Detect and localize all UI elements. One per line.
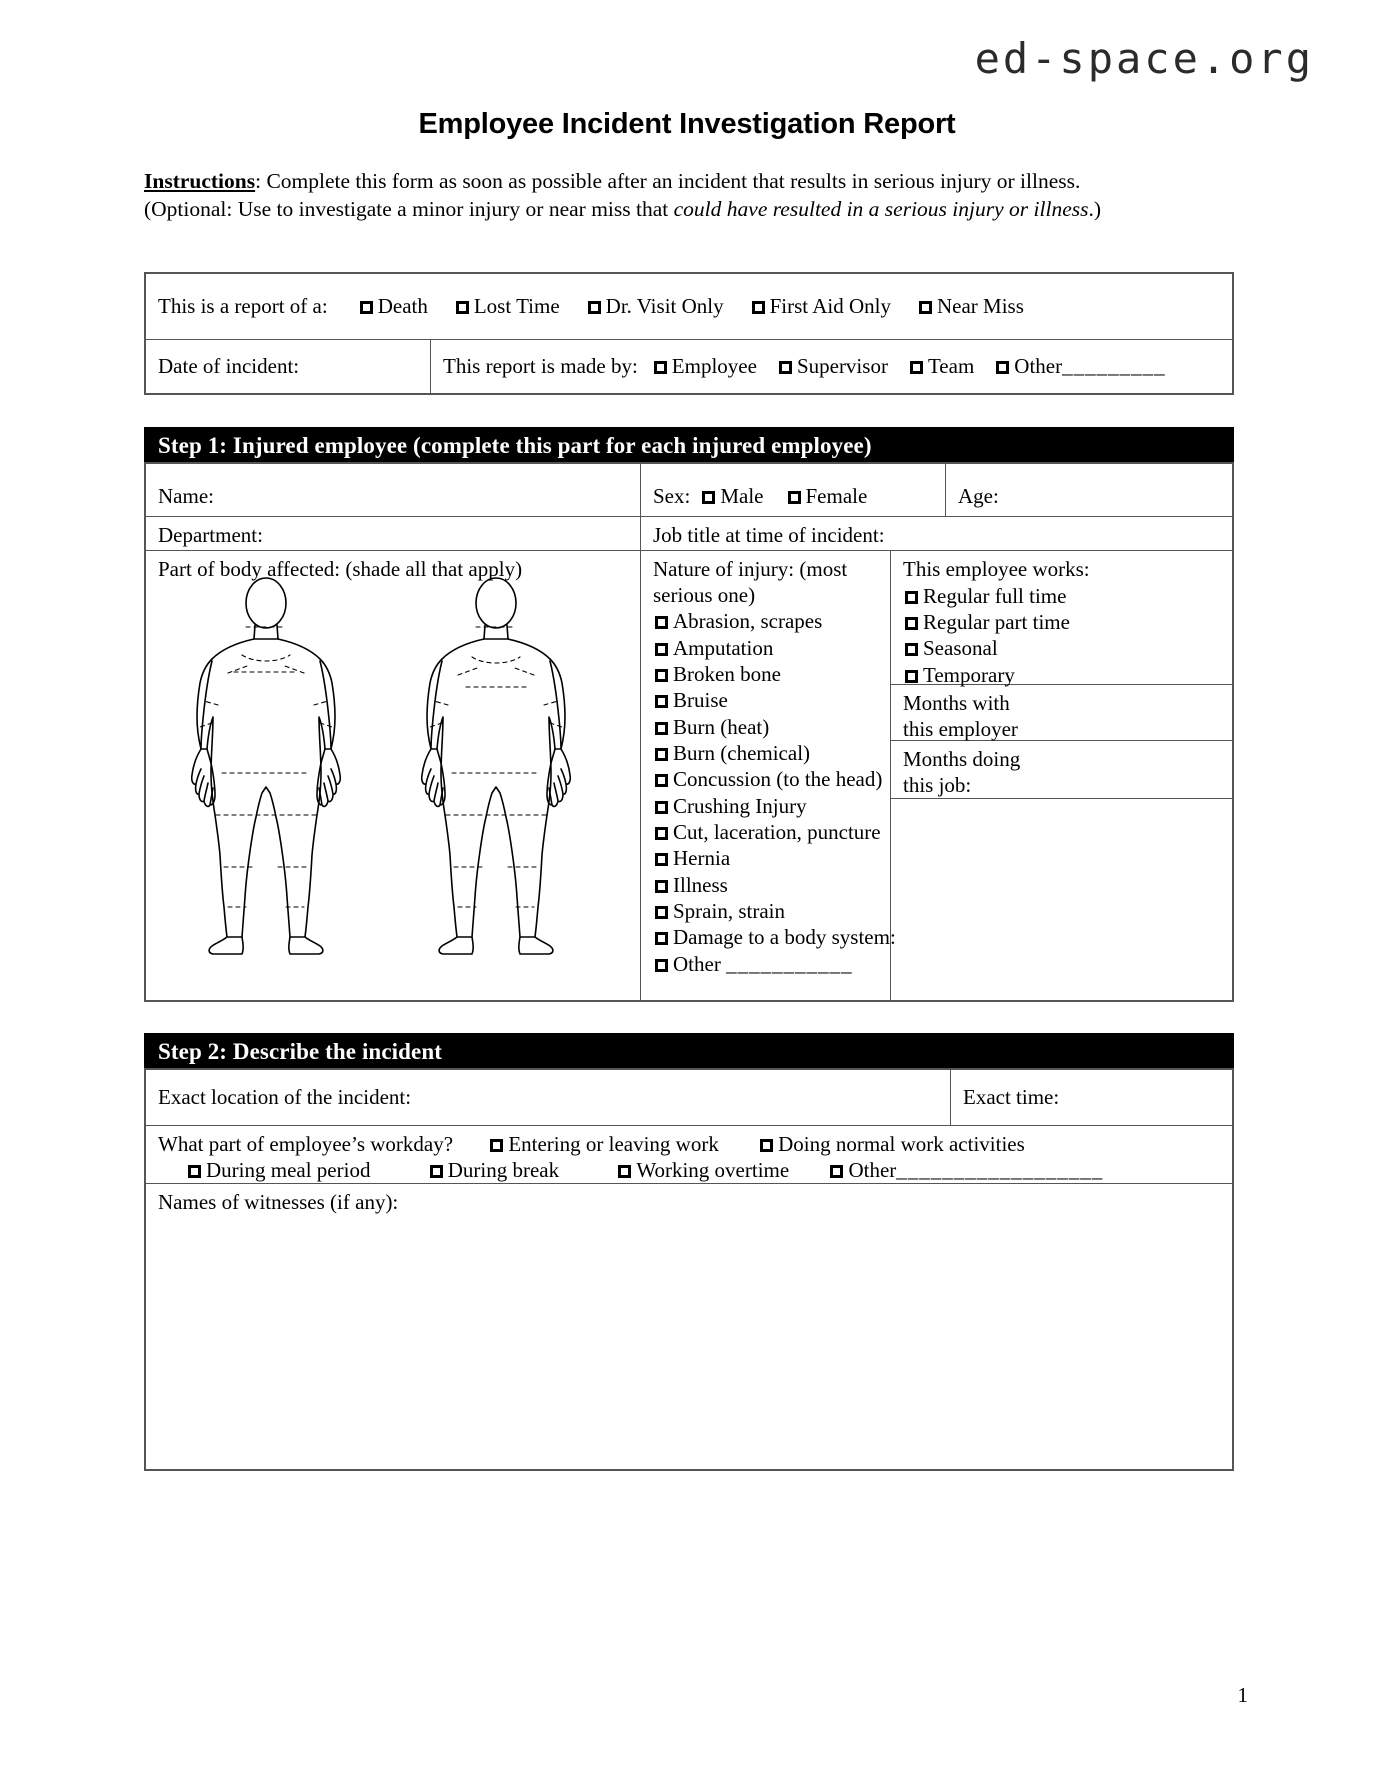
checkbox-option-sprain-strain[interactable]: [653, 898, 880, 924]
option-label: Other: [673, 951, 721, 976]
checkbox-icon[interactable]: [830, 1165, 843, 1178]
checkbox-option-burn-heat[interactable]: [653, 714, 880, 740]
option-label: Damage to a body system:: [673, 925, 896, 950]
checkbox-option-broken-bone[interactable]: [653, 661, 880, 687]
checkbox-icon[interactable]: [655, 774, 668, 787]
months-job-line-1: Months doing: [903, 747, 1021, 771]
option-label: Broken bone: [673, 661, 781, 686]
option-label: Amputation: [673, 635, 774, 660]
months-job-line-2: this job:: [903, 772, 972, 797]
body-part-label: Part of body affected: (shade all that apply): [158, 557, 523, 581]
instructions-line-2-post: .): [1088, 196, 1102, 221]
option-label: Temporary: [923, 662, 1015, 687]
checkbox-option-working-overtime[interactable]: [616, 1158, 789, 1184]
witnesses-row: [146, 1184, 1232, 1471]
made-by-label: This report is made by:: [443, 353, 638, 378]
step-2-header: [144, 1033, 1234, 1068]
checkbox-option-amputation[interactable]: [653, 635, 880, 661]
employee-works-cell: [891, 551, 1232, 685]
option-label: Hernia: [673, 846, 731, 871]
option-label: During break: [447, 1157, 560, 1182]
exact-time-label: Exact time:: [963, 1084, 1060, 1109]
checkbox-option-nature-other[interactable]: [653, 951, 880, 977]
checkbox-icon[interactable]: [655, 801, 668, 814]
workday-line-2: [158, 1158, 1222, 1184]
name-sex-age-row: [146, 464, 1232, 517]
checkbox-icon[interactable]: [588, 301, 601, 314]
checkbox-icon[interactable]: [456, 301, 469, 314]
date-of-incident-cell[interactable]: [146, 340, 431, 393]
option-label: Death: [377, 293, 428, 318]
witnesses-label: Names of witnesses (if any):: [158, 1190, 399, 1214]
option-label: Male: [720, 484, 764, 509]
option-label: Near Miss: [936, 293, 1024, 318]
option-label: Entering or leaving work: [508, 1132, 719, 1156]
body-part-cell: [146, 551, 641, 1000]
workday-other-blank-line[interactable]: __________________: [896, 1157, 1104, 1182]
report-type-label: This is a report of a:: [158, 293, 328, 318]
checkbox-icon[interactable]: [655, 853, 668, 866]
workday-label: What part of employee’s workday?: [158, 1132, 454, 1156]
page-number: 1: [1237, 1683, 1248, 1707]
job-title-label: Job title at time of incident:: [653, 523, 885, 547]
checkbox-option-normal-work[interactable]: [758, 1132, 1025, 1158]
option-label: Doing normal work activities: [778, 1132, 1025, 1156]
checkbox-icon[interactable]: [905, 617, 918, 630]
report-header-table: [144, 272, 1234, 395]
option-label: Employee: [671, 353, 757, 378]
checkbox-option-dr-visit-only[interactable]: [586, 294, 724, 320]
checkbox-icon[interactable]: [655, 695, 668, 708]
checkbox-icon[interactable]: [655, 748, 668, 761]
checkbox-option-supervisor[interactable]: [777, 354, 888, 380]
checkbox-option-burn-chemical[interactable]: [653, 740, 880, 766]
checkbox-icon[interactable]: [430, 1165, 443, 1178]
checkbox-icon[interactable]: [702, 491, 715, 504]
witnesses-cell[interactable]: [146, 1184, 1232, 1471]
body-diagram[interactable]: [166, 577, 616, 964]
employee-works-list: [903, 583, 1222, 688]
checkbox-option-concussion[interactable]: [653, 766, 883, 792]
checkbox-icon[interactable]: [188, 1165, 201, 1178]
other-blank-line[interactable]: _________: [1062, 353, 1166, 378]
option-label: Lost Time: [473, 293, 560, 318]
nature-label-line-2: serious one): [653, 582, 756, 607]
option-label: Illness: [673, 872, 728, 897]
months-doing-job-cell[interactable]: [891, 741, 1232, 799]
checkbox-icon[interactable]: [996, 361, 1009, 374]
exact-time-cell[interactable]: [951, 1070, 1232, 1125]
step-1-table: [144, 462, 1234, 1002]
checkbox-option-cut-laceration[interactable]: [653, 819, 880, 845]
option-label: Team: [927, 353, 975, 378]
date-of-incident-label: Date of incident:: [158, 353, 300, 378]
checkbox-option-male[interactable]: [700, 484, 763, 510]
checkbox-icon[interactable]: [655, 722, 668, 735]
checkbox-option-entering-leaving[interactable]: [488, 1132, 719, 1158]
workday-cell: [146, 1126, 1232, 1183]
instructions-line-2-pre: (Optional: Use to investigate a minor injury or near miss that: [144, 196, 674, 221]
option-label: Supervisor: [796, 353, 888, 378]
step-1-header-label: Step 1: Injured employee (complete this part for each injured employee): [158, 433, 872, 458]
checkbox-option-female[interactable]: [786, 484, 868, 510]
checkbox-option-meal-period[interactable]: [186, 1158, 370, 1184]
option-label: Abrasion, scrapes: [673, 609, 823, 634]
checkbox-option-death[interactable]: [358, 294, 428, 320]
option-label: Bruise: [673, 688, 728, 713]
step-1-header: [144, 427, 1234, 462]
checkbox-option-workday-other[interactable]: [828, 1158, 1103, 1184]
checkbox-icon[interactable]: [905, 591, 918, 604]
checkbox-option-first-aid-only[interactable]: [750, 294, 891, 320]
instructions-line-2-italic: could have resulted in a serious injury or illness: [673, 196, 1089, 221]
checkbox-option-damage-body-system[interactable]: [653, 924, 896, 950]
checkbox-option-hernia[interactable]: [653, 845, 880, 871]
checkbox-icon[interactable]: [655, 906, 668, 919]
checkbox-option-during-break[interactable]: [428, 1158, 559, 1184]
checkbox-icon[interactable]: [788, 491, 801, 504]
workday-row: [146, 1126, 1232, 1184]
report-made-by-cell: [431, 340, 1232, 393]
checkbox-option-bruise[interactable]: [653, 687, 880, 713]
employment-status-column: [891, 551, 1232, 1000]
department-jobtitle-row: [146, 517, 1232, 551]
checkbox-option-other[interactable]: [994, 354, 1165, 380]
option-label: Other: [1014, 353, 1063, 378]
option-label: Cut, laceration, puncture: [673, 819, 881, 844]
workday-line-1: [158, 1132, 1222, 1158]
option-label: Other: [848, 1157, 897, 1182]
checkbox-icon[interactable]: [655, 880, 668, 893]
option-label: Seasonal: [923, 636, 998, 661]
instructions-line-1: : Complete this form as soon as possible after an incident that results in serious injury or illness.: [255, 169, 1081, 193]
checkbox-icon[interactable]: [655, 669, 668, 682]
checkbox-option-abrasion[interactable]: [653, 608, 880, 634]
option-label: Dr. Visit Only: [605, 293, 724, 318]
site-watermark: ed-space.org: [974, 34, 1314, 83]
department-cell[interactable]: [146, 517, 641, 550]
checkbox-icon[interactable]: [919, 301, 932, 314]
instructions-label: Instructions: [144, 169, 256, 193]
option-label: Regular full time: [923, 583, 1067, 608]
checkbox-icon[interactable]: [779, 361, 792, 374]
months-with-employer-cell[interactable]: [891, 685, 1232, 741]
checkbox-option-regular-part-time[interactable]: [903, 609, 1222, 635]
checkbox-icon[interactable]: [654, 361, 667, 374]
option-label: First Aid Only: [769, 293, 891, 318]
checkbox-icon[interactable]: [655, 643, 668, 656]
checkbox-option-seasonal[interactable]: [903, 635, 1222, 661]
option-label: Sprain, strain: [673, 899, 785, 923]
checkbox-icon[interactable]: [655, 959, 668, 972]
job-title-cell[interactable]: [641, 517, 1232, 550]
checkbox-icon[interactable]: [655, 827, 668, 840]
checkbox-icon[interactable]: [760, 1139, 773, 1152]
body-nature-works-row: [146, 551, 1232, 1000]
checkbox-icon[interactable]: [490, 1139, 503, 1152]
option-label: Burn (heat): [673, 714, 770, 739]
report-type-row: [146, 274, 1232, 340]
option-label: Regular part time: [923, 609, 1070, 634]
nature-other-blank-line[interactable]: ___________: [726, 951, 853, 976]
checkbox-option-lost-time[interactable]: [454, 294, 560, 320]
checkbox-icon[interactable]: [910, 361, 923, 374]
nature-of-injury-cell: [641, 551, 896, 1000]
checkbox-icon[interactable]: [618, 1165, 631, 1178]
employment-status-spacer: [891, 799, 1232, 1000]
step-2-table: [144, 1068, 1234, 1471]
report-type-cell: [146, 274, 1232, 339]
checkbox-option-crushing-injury[interactable]: [653, 793, 880, 819]
option-label: Female: [805, 484, 868, 509]
option-label: Concussion (to the head): [673, 767, 883, 792]
checkbox-icon[interactable]: [655, 932, 668, 945]
location-cell[interactable]: [146, 1070, 951, 1125]
checkbox-icon[interactable]: [360, 301, 373, 314]
date-made-by-row: [146, 340, 1232, 393]
option-label: Working overtime: [636, 1157, 790, 1182]
option-label: Crushing Injury: [673, 793, 807, 818]
location-label: Exact location of the incident:: [158, 1084, 412, 1109]
checkbox-option-illness[interactable]: [653, 872, 880, 898]
checkbox-icon[interactable]: [655, 616, 668, 629]
location-time-row: [146, 1070, 1232, 1126]
name-cell[interactable]: [146, 464, 641, 516]
option-label: Burn (chemical): [673, 740, 811, 765]
department-label: Department:: [158, 523, 263, 547]
employee-works-label: This employee works:: [903, 557, 1090, 581]
checkbox-option-near-miss[interactable]: [917, 294, 1024, 320]
instructions-block: [144, 168, 1234, 223]
sex-cell: [641, 464, 946, 516]
page-title: Employee Incident Investigation Report: [418, 108, 956, 140]
sex-label: Sex:: [653, 484, 691, 509]
step-2-header-label: Step 2: Describe the incident: [158, 1039, 442, 1064]
nature-label-line-1: Nature of injury: (most: [653, 557, 848, 581]
age-cell[interactable]: [946, 464, 1232, 516]
option-label: During meal period: [206, 1157, 371, 1182]
months-employer-line-1: Months with: [903, 691, 1010, 715]
checkbox-option-regular-full-time[interactable]: [903, 583, 1222, 609]
checkbox-option-employee[interactable]: [652, 354, 757, 380]
months-employer-line-2: this employer: [903, 716, 1018, 741]
name-label: Name:: [158, 484, 214, 509]
age-label: Age:: [958, 484, 999, 509]
body-diagram-svg[interactable]: [166, 577, 616, 957]
checkbox-icon[interactable]: [905, 643, 918, 656]
checkbox-icon[interactable]: [905, 670, 918, 683]
checkbox-icon[interactable]: [752, 301, 765, 314]
checkbox-option-team[interactable]: [908, 354, 974, 380]
nature-of-injury-list: [653, 608, 896, 977]
